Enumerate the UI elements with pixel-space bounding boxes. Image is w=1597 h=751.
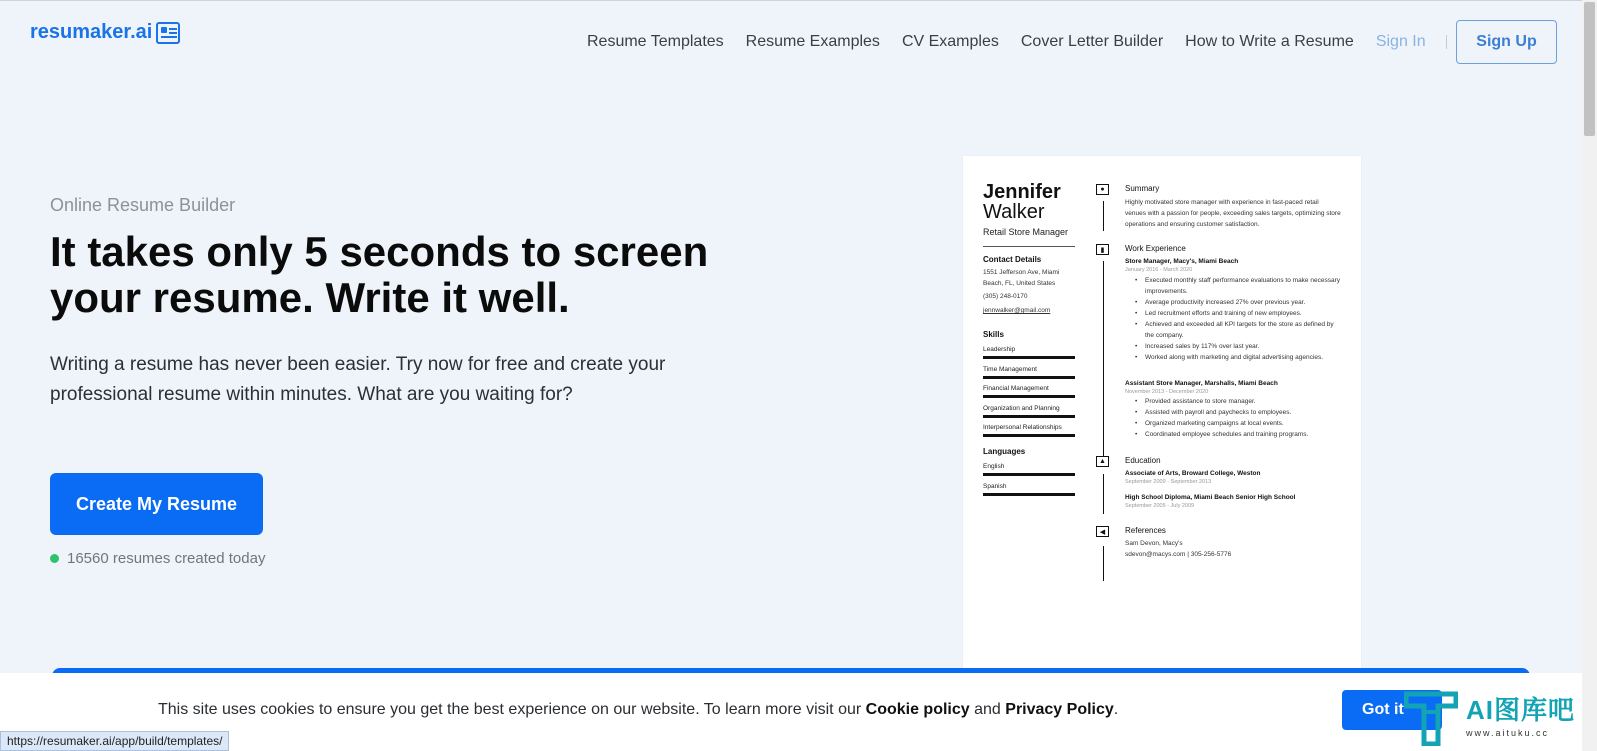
job-bullet: • Worked along with marketing and digital advertising agencies. — [1145, 352, 1341, 363]
job-title: Assistant Store Manager, Marshalls, Miami Beach — [1125, 380, 1278, 387]
reference-contact: sdevon@macys.com | 305-256-5776 — [1125, 551, 1232, 558]
scrollbar[interactable] — [1582, 0, 1597, 751]
job-bullet: • Provided assistance to store manager. — [1145, 396, 1341, 407]
resume-role: Retail Store Manager — [983, 227, 1069, 237]
education-title: High School Diploma, Miami Beach Senior High School — [1125, 494, 1296, 501]
status-dot-icon — [50, 554, 59, 563]
job-bullet: • Led recruitment efforts and training of new employees. — [1145, 308, 1341, 319]
privacy-policy-link[interactable]: Privacy Policy — [1005, 701, 1114, 718]
job-bullet: • Average productivity increased 27% over previous year. — [1145, 297, 1341, 308]
status-bar-url: https://resumaker.ai/app/build/templates/ — [0, 731, 229, 751]
cookie-banner — [0, 673, 1582, 751]
graduation-cap-icon: ▲ — [1096, 456, 1109, 467]
watermark-url: www.aituku.cc — [1466, 728, 1550, 738]
language-bar — [983, 493, 1075, 496]
job-bullet: • Coordinated employee schedules and training programs. — [1145, 429, 1341, 440]
cookie-policy-link[interactable]: Cookie policy — [865, 701, 970, 718]
timeline-line — [1103, 546, 1104, 581]
sign-in-link[interactable]: Sign In — [1375, 33, 1426, 50]
watermark-title: AI图库吧 — [1466, 695, 1576, 725]
language-item: English — [983, 463, 1005, 470]
nav-cover-letter-builder[interactable]: Cover Letter Builder — [1020, 33, 1164, 50]
resume-preview[interactable] — [963, 156, 1361, 676]
education-title: Associate of Arts, Broward College, Weston — [1125, 470, 1261, 477]
job-bullets — [1145, 275, 1341, 363]
skill-bar — [983, 356, 1075, 359]
contact-email: jennwalker@gmail.com — [983, 307, 1051, 314]
timeline-line — [1103, 474, 1104, 514]
watermark — [1404, 680, 1582, 751]
counter-text: 16560 resumes created today — [67, 550, 266, 567]
hero-headline: It takes only 5 seconds to screen your resume. Write it well. — [50, 228, 709, 321]
skill-bar — [983, 434, 1075, 437]
job-bullet: • Increased sales by 117% over last year. — [1145, 341, 1341, 352]
skill-item: Time Management — [983, 366, 1037, 373]
cookie-text: This site uses cookies to ensure you get the best experience on our website. To learn more visit our — [158, 701, 866, 718]
contact-address-1: 1551 Jefferson Ave, Miami — [983, 269, 1060, 276]
main-nav — [587, 33, 1467, 51]
references-heading: References — [1125, 526, 1166, 535]
job-date: November 2013 - December 2020 — [1125, 389, 1209, 395]
education-date: September 2009 - September 2013 — [1125, 479, 1212, 485]
job-bullet: • Achieved and exceeded all KPI targets for the store as defined by the company. — [1145, 319, 1341, 341]
contact-heading: Contact Details — [983, 255, 1042, 264]
hero-eyebrow: Online Resume Builder — [50, 195, 236, 215]
skill-item: Financial Management — [983, 385, 1049, 392]
language-bar — [983, 473, 1075, 476]
logo[interactable] — [30, 21, 180, 44]
skill-bar — [983, 395, 1075, 398]
scrollbar-thumb[interactable] — [1584, 2, 1595, 136]
nav-divider — [1446, 35, 1447, 49]
skill-item: Interpersonal Relationships — [983, 424, 1062, 431]
skill-item: Organization and Planning — [983, 405, 1060, 412]
megaphone-icon: ◀ — [1096, 526, 1109, 537]
resume-icon — [156, 22, 180, 44]
language-item: Spanish — [983, 483, 1007, 490]
timeline-line — [1103, 261, 1104, 456]
site-header — [0, 0, 1582, 81]
job-date: January 2016 - March 2020 — [1125, 267, 1193, 273]
nav-resume-examples[interactable]: Resume Examples — [745, 33, 880, 50]
cookie-message — [158, 701, 1118, 719]
resume-name — [983, 182, 1061, 222]
sign-up-button[interactable]: Sign Up — [1456, 20, 1557, 64]
resume-first-name: Jennifer — [983, 181, 1061, 203]
skill-bar — [983, 376, 1075, 379]
logo-text: resumaker.ai — [30, 21, 153, 43]
contact-phone: (305) 248-0170 — [983, 293, 1028, 300]
job-bullet: • Organized marketing campaigns at local events. — [1145, 418, 1341, 429]
job-title: Store Manager, Macy's, Miami Beach — [1125, 258, 1239, 265]
job-bullet: • Executed monthly staff performance evaluations to make necessary improvements. — [1145, 275, 1341, 297]
cookie-period: . — [1113, 701, 1119, 718]
summary-text: Highly motivated store manager with experience in fast-paced retail venues with a passion for people, exceeding sales targets, optimizing store operations and ensuring customer satisfaction. — [1125, 199, 1341, 228]
skill-bar — [983, 415, 1075, 418]
create-resume-button[interactable]: Create My Resume — [50, 473, 263, 535]
education-date: September 2005 - July 2009 — [1125, 503, 1195, 509]
person-icon: ● — [1096, 184, 1109, 195]
cookie-and: and — [969, 701, 1006, 718]
job-bullet: • Assisted with payroll and paychecks to employees. — [1145, 407, 1341, 418]
work-heading: Work Experience — [1125, 244, 1186, 253]
resume-last-name: Walker — [983, 201, 1045, 223]
nav-resume-templates[interactable]: Resume Templates — [587, 33, 724, 50]
timeline-line — [1103, 201, 1104, 231]
divider — [983, 246, 1075, 247]
resume-counter — [50, 550, 265, 567]
education-heading: Education — [1125, 456, 1161, 465]
contact-address-2: Beach, FL, United States — [983, 280, 1056, 287]
watermark-logo-icon — [1404, 690, 1458, 746]
job-bullets — [1145, 396, 1341, 440]
hero-subtext: Writing a resume has never been easier. Try now for free and create your professional resume within minutes. What are you waiting for? — [50, 354, 666, 405]
nav-how-to-write[interactable]: How to Write a Resume — [1185, 33, 1354, 50]
briefcase-icon: ▮ — [1096, 244, 1109, 255]
reference-name: Sam Devon, Macy's — [1125, 540, 1183, 547]
languages-heading: Languages — [983, 447, 1026, 456]
nav-cv-examples[interactable]: CV Examples — [901, 33, 999, 50]
skills-heading: Skills — [983, 330, 1004, 339]
summary-heading: Summary — [1125, 184, 1160, 193]
skill-item: Leadership — [983, 346, 1016, 353]
got-it-button[interactable]: Got it — [1342, 690, 1442, 730]
